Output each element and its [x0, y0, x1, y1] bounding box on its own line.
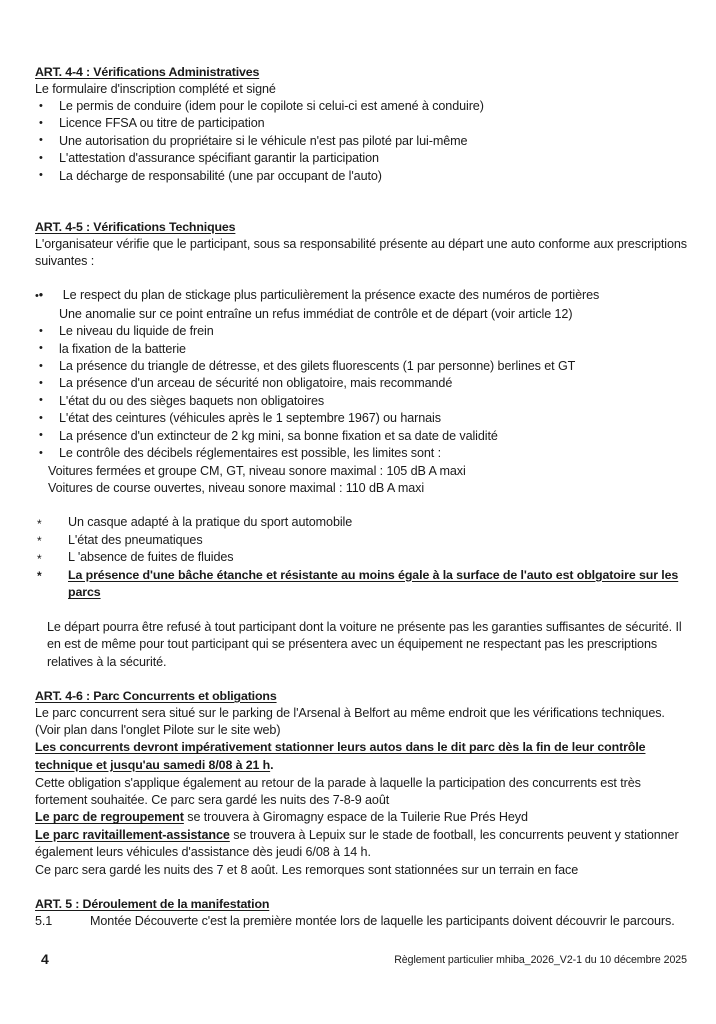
parc-ravitaillement-label: Le parc ravitaillement-assistance	[35, 827, 230, 842]
list-item-label: La présence d'une bâche étanche et résistante au moins égale à la surface de l'auto est oblgatoire sur les parcs	[68, 567, 679, 600]
spacer	[35, 671, 687, 688]
art-4-4-intro: Le formulaire d'inscription complété et signé	[35, 81, 276, 96]
clause-text: Montée Découverte c'est la première montée lors de laquelle les participants doivent découvrir le parcours.	[90, 913, 675, 928]
clause-number: 5.1	[35, 913, 53, 928]
list-item: • La présence d'un extincteur de 2 kg mini, sa bonne fixation et sa date de validité	[35, 428, 687, 445]
list-item: • L'état des ceintures (véhicules après le 1 septembre 1967) ou harnais	[35, 410, 687, 427]
art-4-6-regroupement-line	[35, 809, 687, 826]
clause-5-1	[35, 913, 687, 930]
footer-reference: Règlement particulier mhiba_2026_V2-1 du 10 décembre 2025	[394, 954, 687, 966]
art-4-6-obligation-statement	[35, 739, 687, 774]
art-4-6-paragraph-2: Cette obligation s'applique également au retour de la parade à laquelle la participation des concurrents est très fortement souhaitée. Ce parc sera gardé les nuits des 7-8-9 août	[35, 775, 641, 807]
spacer	[35, 497, 687, 514]
decibel-limit-line-1: Voitures fermées et groupe CM, GT, niveau sonore maximal : 105 dB A maxi	[48, 463, 466, 478]
list-item: • La présence d'un arceau de sécurité non obligatoire, mais recommandé	[35, 375, 687, 392]
art-4-5-bullet-list	[35, 323, 687, 462]
heading-art-4-5	[35, 219, 687, 236]
list-item: • Le niveau du liquide de frein	[35, 323, 687, 340]
page-footer	[0, 951, 716, 975]
heading-art-4-4	[35, 64, 687, 81]
art-4-6-paragraph-3: Ce parc sera gardé les nuits des 7 et 8 août. Les remorques sont stationnées sur un terrain en face	[35, 862, 579, 877]
list-item: • Le permis de conduire (idem pour le copilote si celui-ci est amené à conduire)	[35, 98, 687, 115]
list-item: • L'état du ou des sièges baquets non obligatoires	[35, 393, 687, 410]
list-item: • la fixation de la batterie	[35, 341, 687, 358]
parc-ravitaillement-text: se trouvera à Lepuix sur le stade de football, les concurrents peuvent y stationner également leurs véhicules d'assistance dès jeudi 6/08 à 14 h.	[35, 827, 679, 860]
parc-regroupement-text: se trouvera à Giromagny espace de la Tuilerie Rue Prés Heyd	[183, 810, 528, 825]
list-item	[35, 287, 687, 305]
list-item: • L'attestation d'assurance spécifiant garantir la participation	[35, 150, 687, 167]
heading-art-4-5-text: ART. 4-5 : Vérifications Techniques	[35, 220, 236, 235]
art-4-5-closing-paragraph: Le départ pourra être refusé à tout participant dont la voiture ne présente pas les garanties suffisantes de sécurité. Il en est de même pour tout participant qui se présentera avec un équipement ne respectant pas les prescriptions relatives à la sécurité.	[47, 619, 682, 669]
page-content	[35, 64, 687, 930]
page-number: 4	[41, 951, 49, 967]
spacer	[35, 270, 687, 287]
spacer	[35, 185, 687, 219]
art-4-5-intro: L'organisateur vérifie que le participant, sous sa responsabilité présente au départ une auto conforme aux prescriptions suivantes :	[35, 236, 687, 269]
list-item: • Licence FFSA ou titre de participation	[35, 115, 687, 132]
art-4-6-obligation-text: Les concurrents devront impérativement stationner leurs autos dans le dit parc dès la fin de leur contrôle technique et jusqu'au samedi 8/08 à 21 h	[35, 740, 646, 772]
art-4-5-first-bullet	[35, 287, 687, 305]
list-item-label: Le respect du plan de stickage plus particulièrement la présence exacte des numéros de portières	[62, 288, 600, 303]
heading-art-4-6	[35, 688, 687, 705]
heading-art-4-6-text: ART. 4-6 : Parc Concurrents et obligations	[35, 688, 277, 703]
list-item: * L'état des pneumatiques	[35, 532, 687, 549]
art-4-6-paragraph-1: Le parc concurrent sera situé sur le parking de l'Arsenal à Belfort au même endroit que les vérifications techniques. (Voir plan dans l'onglet Pilote sur le site web)	[35, 705, 665, 737]
art-4-5-anomaly-note: Une anomalie sur ce point entraîne un refus immédiat de contrôle et de départ (voir article 12)	[59, 306, 573, 321]
heading-art-4-4-text: ART. 4-4 : Vérifications Administratives	[35, 65, 260, 79]
art-4-6-ravitaillement-line	[35, 827, 687, 862]
art-4-5-asterisk-list	[35, 514, 687, 601]
list-item: • La présence du triangle de détresse, et des gilets fluorescents (1 par personne) berlines et GT	[35, 358, 687, 375]
heading-art-5	[35, 896, 687, 913]
spacer	[35, 879, 687, 896]
spacer	[35, 602, 687, 619]
list-item: • La décharge de responsabilité (une par occupant de l'auto)	[35, 168, 687, 185]
list-item: • Une autorisation du propriétaire si le véhicule n'est pas piloté par lui-même	[35, 133, 687, 150]
list-item-emphasized	[35, 567, 687, 602]
list-item: * Un casque adapté à la pratique du sport automobile	[35, 514, 687, 531]
parc-regroupement-label: Le parc de regroupement	[35, 810, 184, 825]
art-4-4-bullet-list	[35, 98, 687, 185]
decibel-limit-line-2: Voitures de course ouvertes, niveau sonore maximal : 110 dB A maxi	[48, 480, 425, 495]
art-4-6-obligation-period: .	[270, 757, 274, 772]
list-item: • Le contrôle des décibels réglementaires est possible, les limites sont :	[35, 445, 687, 462]
heading-art-5-text: ART. 5 : Déroulement de la manifestation	[35, 896, 270, 911]
bullet-marker: •	[38, 288, 44, 303]
list-item: * L 'absence de fuites de fluides	[35, 549, 687, 566]
